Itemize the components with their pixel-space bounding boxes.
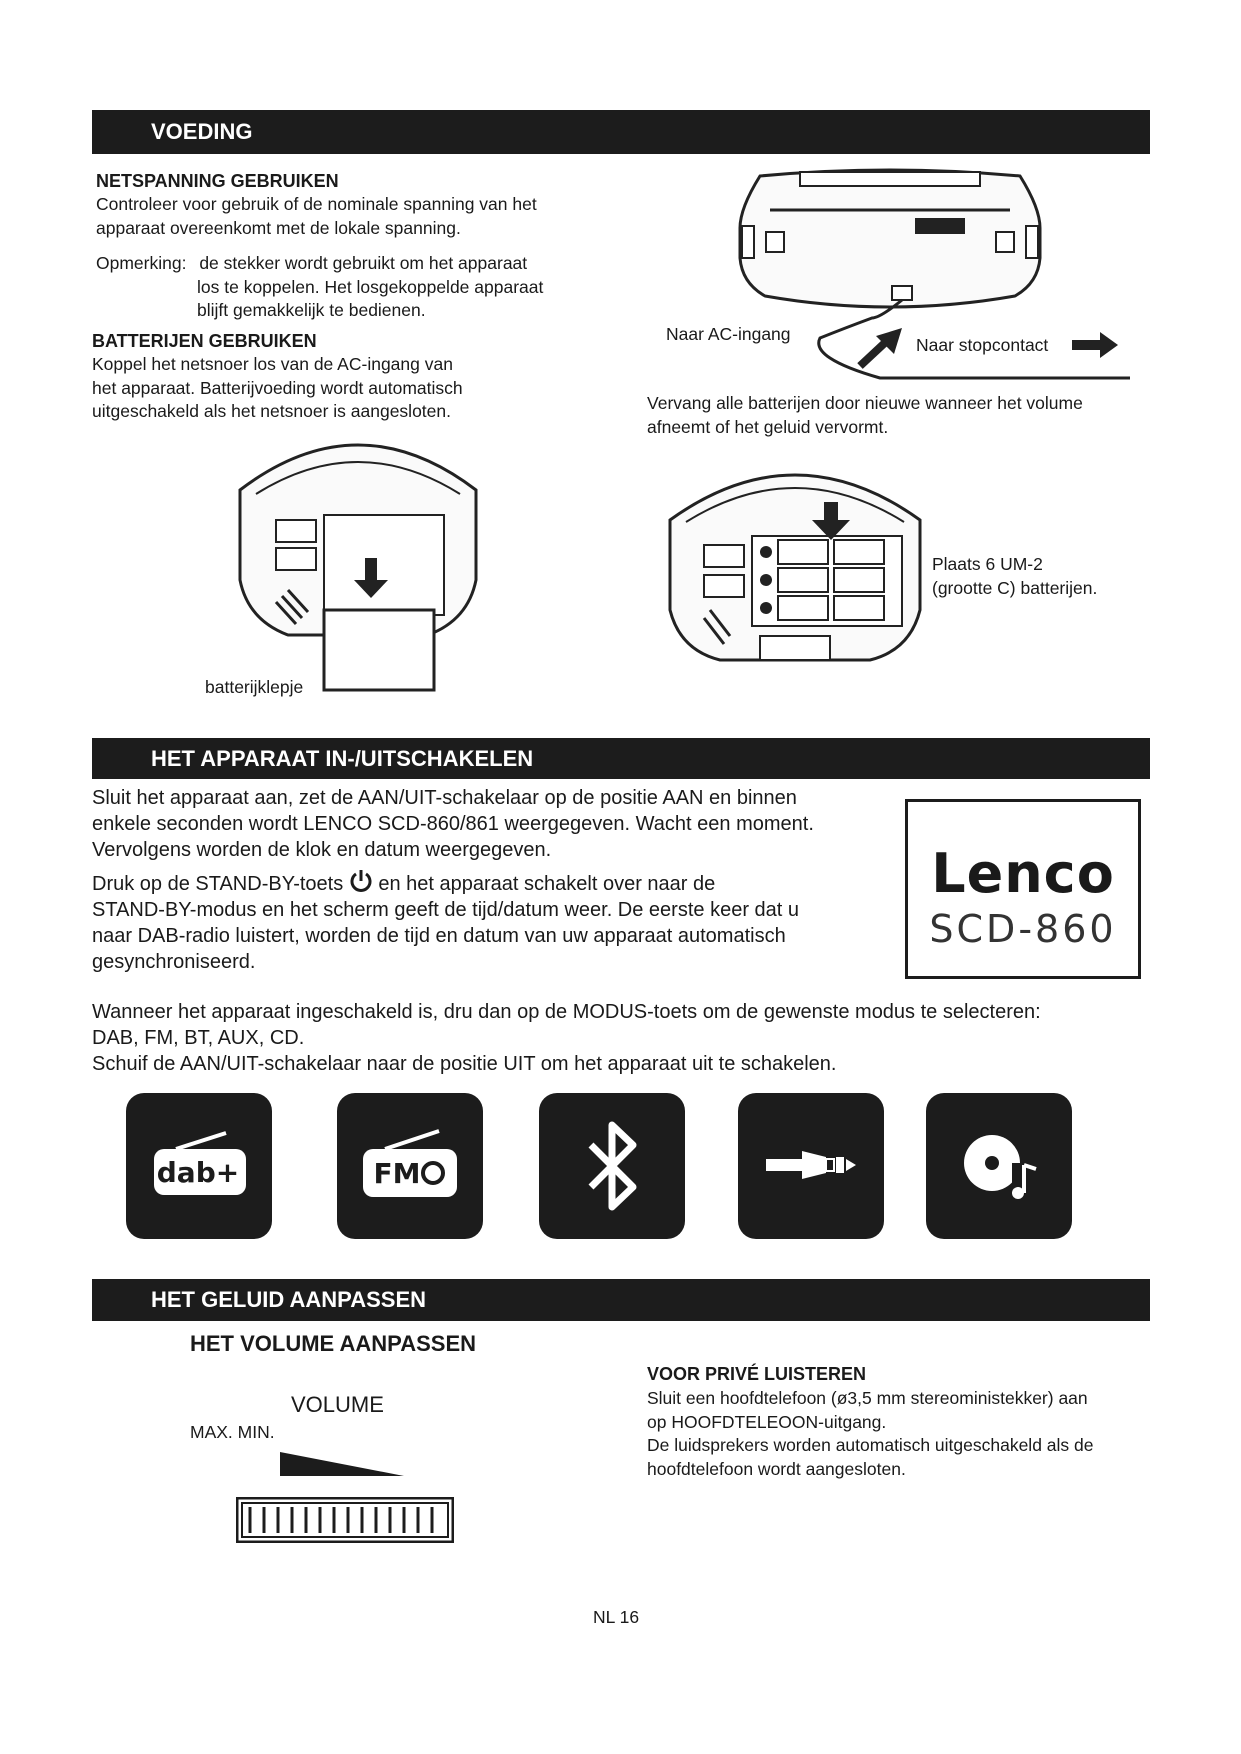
place-batteries-text: Plaats 6 UM-2 (grootte C) batterijen. — [932, 554, 1098, 598]
volume-wedge-icon — [280, 1450, 410, 1480]
mode-bluetooth-tile — [539, 1093, 685, 1239]
onoff-paragraph-2: Druk op de STAND-BY-toets en het apparaat schakelt over naar de STAND-BY-modus en het scherm geeft de tijd/datum weer. De eerste keer dat u naar DAB-radio luistert, worden de tijd en datum van uw apparaat automatisch gesynchroniseerd. — [92, 869, 799, 975]
mode-dab-tile — [126, 1093, 272, 1239]
max-min-label: MAX. MIN. — [190, 1422, 275, 1442]
private-listening-text: Sluit een hoofdtelefoon (ø3,5 mm stereoministekker) aan op HOOFDTELEOON-uitgang. De luidsprekers worden automatisch uitgeschakeld als de hoofdtelefoon wordt aangesloten. — [647, 1388, 1094, 1479]
volume-slider-knob[interactable] — [236, 1497, 454, 1543]
batteries-placed-illustration — [660, 440, 930, 690]
batteries-heading: BATTERIJEN GEBRUIKEN — [92, 331, 317, 351]
bluetooth-icon — [539, 1093, 685, 1239]
section-header-onoff — [92, 738, 1150, 779]
mode-aux-tile — [738, 1093, 884, 1239]
ac-input-label: Naar AC-ingang — [666, 324, 791, 344]
ac-input-illustration — [640, 168, 1140, 388]
fm-label: FM — [373, 1157, 421, 1190]
mains-note: Opmerking: de stekker wordt gebruikt om het apparaat los te koppelen. Het losgekoppelde apparaat blijft gemakkelijk te bedienen. — [96, 253, 544, 320]
replace-batteries-text: Vervang alle batterijen door nieuwe wanneer het volume afneemt of het geluid vervormt. — [647, 393, 1083, 437]
lenco-display-logo — [905, 799, 1141, 979]
aux-cable-icon — [738, 1093, 884, 1239]
onoff-paragraph-3: Wanneer het apparaat ingeschakeld is, dru dan op de MODUS-toets om de gewenste modus te selecteren: DAB, FM, BT, AUX, CD. Schuif de AAN/UIT-schakelaar naar de positie UIT om het apparaat uit te schakelen. — [92, 1001, 1041, 1075]
section-title: HET GELUID AANPASSEN — [151, 1287, 427, 1312]
outlet-label: Naar stopcontact — [916, 335, 1049, 355]
dab-label: dab+ — [156, 1156, 240, 1189]
section-title: HET APPARAAT IN-/UITSCHAKELEN — [151, 746, 534, 771]
volume-label: VOLUME — [291, 1392, 384, 1417]
mains-text: Controleer voor gebruik of de nominale spanning van het apparaat overeenkomt met de lokale spanning. — [96, 194, 537, 238]
section-title: VOEDING — [151, 119, 253, 144]
onoff-paragraph-1: Sluit het apparaat aan, zet de AAN/UIT-schakelaar op de positie AAN en binnen enkele seconden wordt LENCO SCD-860/861 weergegeven. Wacht een moment. Vervolgens worden de klok en datum weergegeven. — [92, 787, 814, 861]
private-listening-heading: VOOR PRIVÉ LUISTEREN — [647, 1364, 867, 1384]
standby-power-icon — [349, 869, 373, 893]
batteries-text: Koppel het netsnoer los van de AC-ingang van het apparaat. Batterijvoeding wordt automatisch uitgeschakeld als het netsnoer is aangesloten. — [92, 354, 463, 421]
section-header-power — [92, 110, 1150, 154]
brand-name: Lenco — [931, 842, 1115, 905]
volume-heading: HET VOLUME AANPASSEN — [190, 1331, 477, 1356]
cd-music-icon — [926, 1093, 1072, 1239]
page-number: NL 16 — [593, 1607, 640, 1627]
battery-cover-illustration — [228, 420, 488, 700]
section-header-sound — [92, 1279, 1150, 1321]
battery-cover-label: batterijklepje — [205, 677, 304, 697]
model-name: SCD-860 — [929, 907, 1117, 951]
mains-heading: NETSPANNING GEBRUIKEN — [96, 171, 339, 191]
mode-fm-tile — [337, 1093, 483, 1239]
mode-cd-tile — [926, 1093, 1072, 1239]
note-label: Opmerking: — [96, 253, 187, 273]
